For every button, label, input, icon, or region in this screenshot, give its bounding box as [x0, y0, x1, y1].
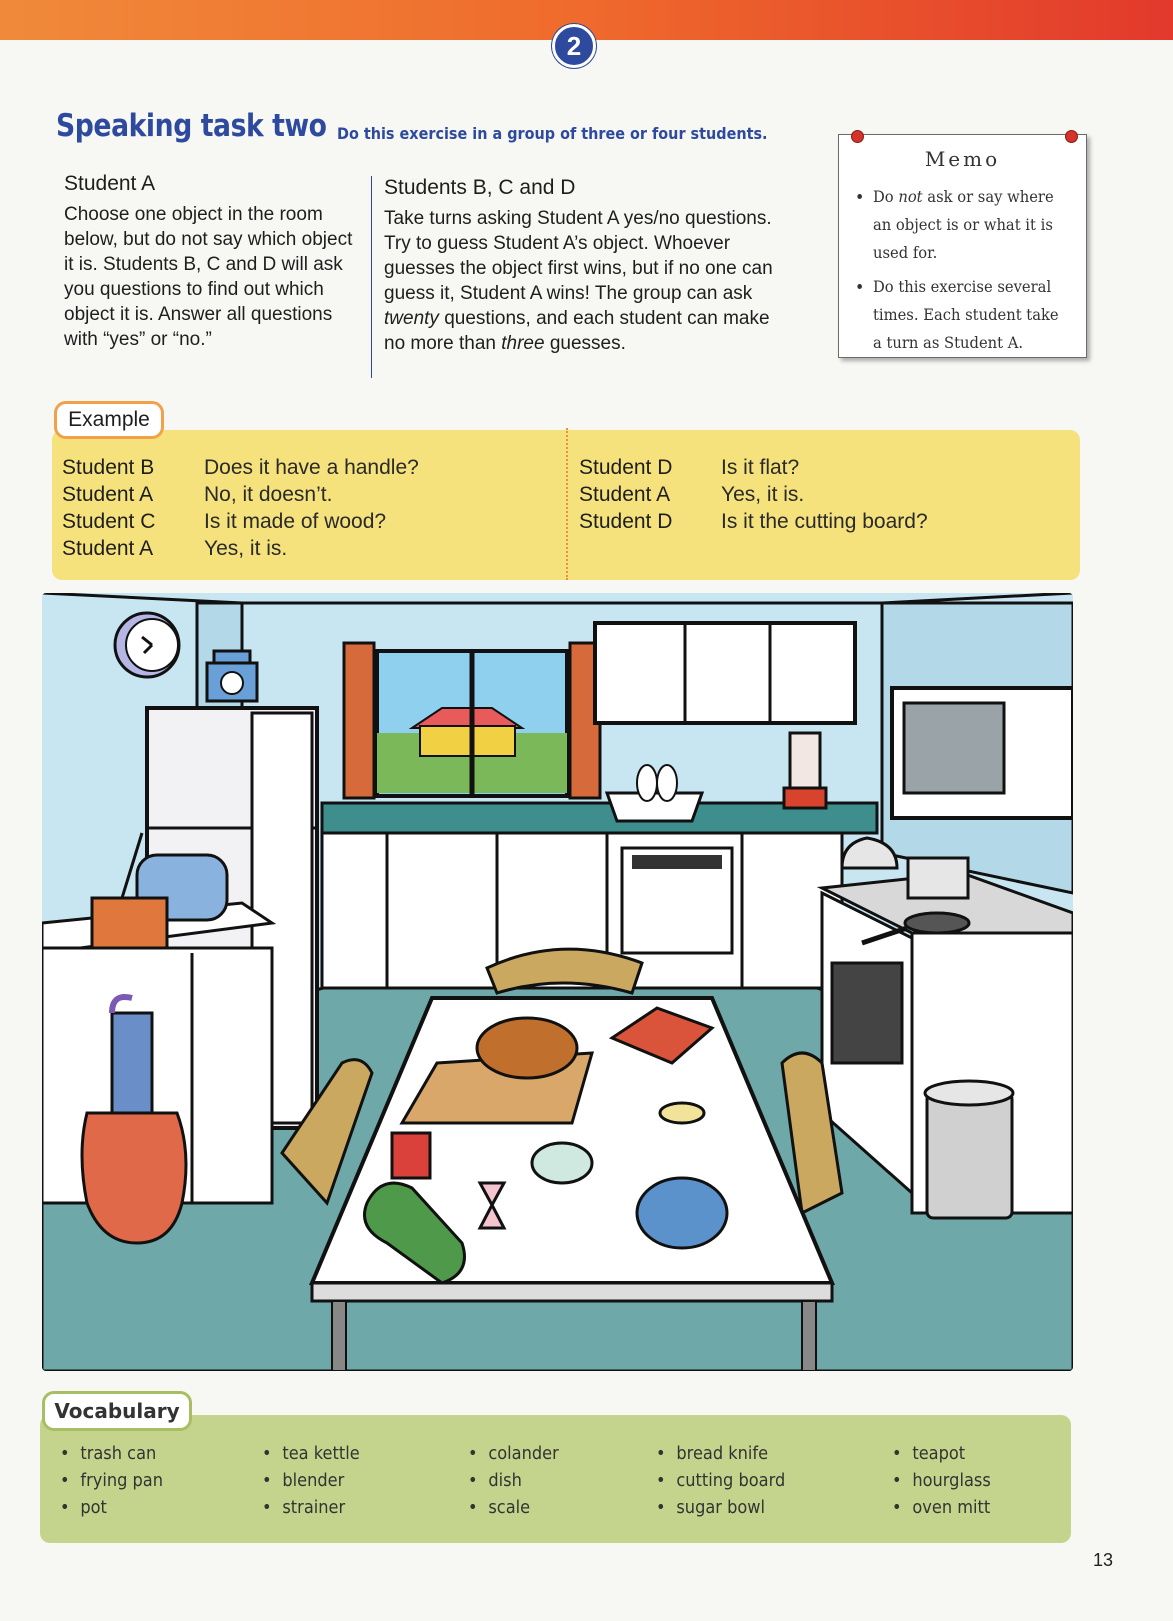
vocabulary-column: [60, 1440, 174, 1521]
memo-item: [873, 183, 1071, 267]
memo-item-text: Do: [873, 187, 899, 206]
memo-list: [839, 183, 1086, 357]
vocabulary-item: • hourglass: [892, 1467, 991, 1494]
speaker: Student B: [62, 456, 155, 479]
memo-item-emphasis: not: [898, 187, 923, 206]
students-bcd-instructions: [384, 176, 794, 356]
speaker: Student D: [579, 456, 673, 479]
vocabulary-item: • trash can: [60, 1440, 163, 1467]
dialogue-line: No, it doesn’t.: [204, 483, 333, 506]
vocabulary-item: • dish: [468, 1467, 559, 1494]
jam-jar-icon: [392, 1133, 430, 1178]
trash-can-icon: [925, 1081, 1013, 1218]
vocabulary-column: [468, 1440, 569, 1521]
dialogue-line: Is it the cutting board?: [721, 510, 928, 533]
memo-note: [838, 134, 1087, 358]
dialogue-row: [62, 537, 419, 564]
microwave-icon: [892, 688, 1073, 818]
pin-icon: [851, 130, 864, 143]
students-bcd-heading: Students B, C and D: [384, 176, 576, 199]
dialogue-row: [62, 510, 419, 537]
dialogue-row: [579, 510, 928, 537]
dialogue-line: Does it have a handle?: [204, 456, 419, 479]
teapot-icon: [637, 1178, 727, 1248]
tea-cup-icon: [660, 1103, 704, 1123]
vocabulary-item: • tea kettle: [262, 1440, 360, 1467]
memo-title: Memo: [924, 147, 1001, 171]
upper-cabinets-icon: [595, 623, 855, 723]
speaker: Student A: [62, 537, 154, 560]
speaker: Student D: [579, 510, 673, 533]
vocabulary-item: • scale: [468, 1494, 559, 1521]
dialogue-row: [579, 456, 928, 483]
vocabulary-column: [262, 1440, 371, 1521]
vocabulary-column: [656, 1440, 800, 1521]
dialogue-line: Is it flat?: [721, 456, 800, 479]
vocabulary-item: • teapot: [892, 1440, 991, 1467]
example-dialogue-right: [579, 456, 928, 537]
dialogue-line: Yes, it is.: [721, 483, 805, 506]
page-subtitle: Do this exercise in a group of three or four students.: [337, 124, 768, 143]
example-label: Example: [54, 401, 164, 439]
students-bcd-em-1: twenty: [384, 308, 439, 329]
speaker: Student C: [62, 510, 156, 533]
memo-item: • Do this exercise several times. Each student take a turn as Student A.: [873, 273, 1071, 357]
kitchen-illustration: [42, 593, 1073, 1371]
vocabulary-item: • cutting board: [656, 1467, 785, 1494]
speaker: Student A: [62, 483, 154, 506]
students-bcd-em-2: three: [501, 333, 545, 354]
kitchen-scene-svg: [42, 593, 1073, 1371]
section-number-badge: 2: [552, 24, 596, 68]
students-bcd-text-1: Take turns asking Student A yes/no questions. Try to guess Student A’s object. Whoever guesses the object first wins, but if no one can guess it, Student A wins! The group can ask: [384, 208, 773, 304]
vocabulary-label: Vocabulary: [42, 1391, 192, 1431]
vocabulary-item: • colander: [468, 1440, 559, 1467]
speaker: Student A: [579, 483, 671, 506]
clock-icon: [115, 613, 179, 677]
window-icon: [344, 643, 600, 798]
dialogue-row: [62, 456, 419, 483]
vocabulary-item: • blender: [262, 1467, 360, 1494]
example-dialogue-left: [62, 456, 419, 564]
example-separator: [566, 428, 568, 580]
page-number: 13: [1093, 1550, 1114, 1570]
dishwasher-icon: [622, 848, 732, 953]
page-title: Speaking task two: [56, 108, 327, 144]
scale-icon: [207, 651, 257, 701]
blender-icon: [784, 733, 826, 808]
vocabulary-column: [892, 1440, 1002, 1521]
pin-icon: [1065, 130, 1078, 143]
dialogue-row: [62, 483, 419, 510]
vocabulary-item: • bread knife: [656, 1440, 785, 1467]
pot-icon: [908, 858, 968, 898]
vocabulary-item: • oven mitt: [892, 1494, 991, 1521]
memo-item-text: ask or say where an object is or what it is used for.: [873, 187, 1054, 262]
dialogue-line: Yes, it is.: [204, 537, 288, 560]
vocabulary-item: • strainer: [262, 1494, 360, 1521]
student-a-instructions: [64, 172, 364, 352]
student-a-text: Choose one object in the room below, but do not say which object it is. Students B, C and D will ask you questions to find out which object it is. Answer all questions with “yes” or “no.”: [64, 204, 353, 350]
vocabulary-item: • sugar bowl: [656, 1494, 785, 1521]
vocabulary-item: • frying pan: [60, 1467, 163, 1494]
dialogue-line: Is it made of wood?: [204, 510, 387, 533]
column-divider: [371, 176, 372, 378]
dialogue-row: [579, 483, 928, 510]
students-bcd-text-2: questions, and each student can make no more than: [384, 308, 770, 354]
vocabulary-item: • pot: [60, 1494, 163, 1521]
sugar-bowl-icon: [532, 1143, 592, 1183]
student-a-heading: Student A: [64, 172, 156, 195]
students-bcd-text: [384, 206, 794, 356]
students-bcd-text-3: guesses.: [544, 333, 626, 354]
